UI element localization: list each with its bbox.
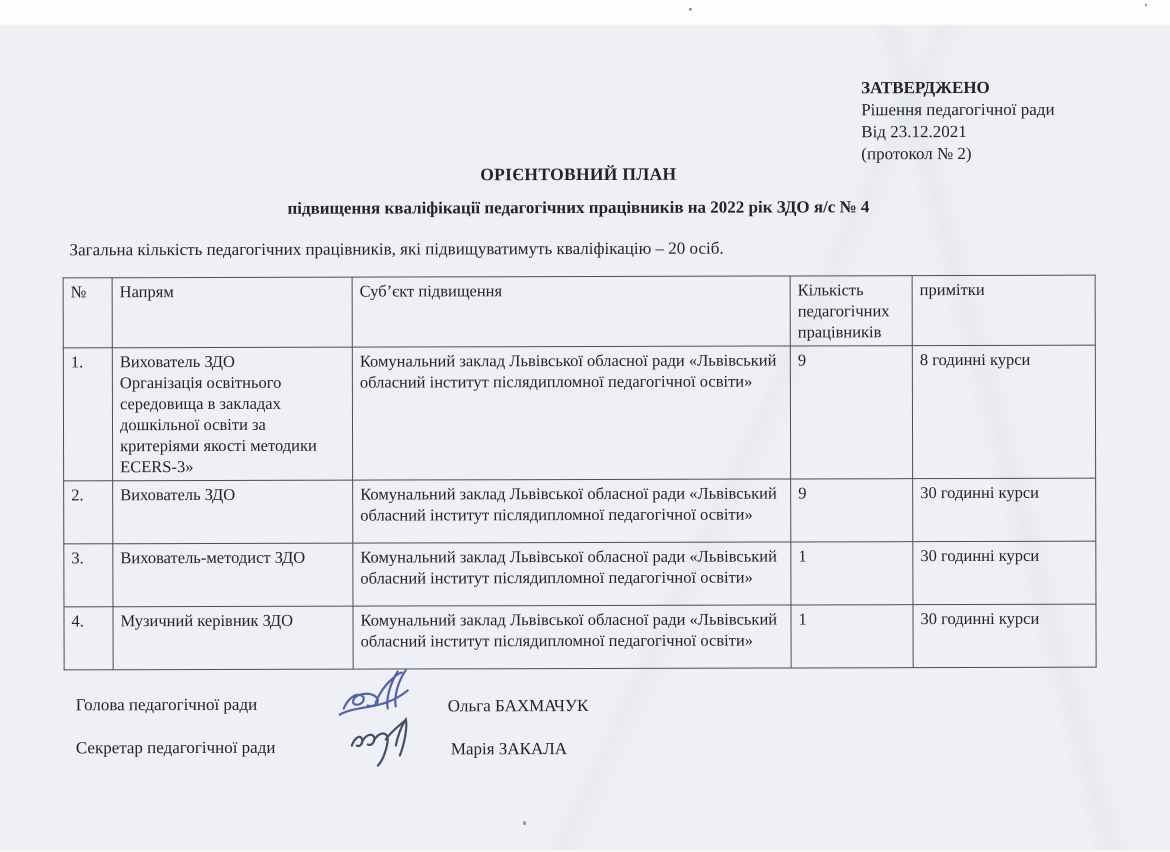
row-number: 1. xyxy=(63,348,112,481)
row-direction: Музичний керівник ЗДО xyxy=(113,606,353,670)
header-notes: примітки xyxy=(912,275,1095,345)
row-direction: Вихователь-методист ЗДО xyxy=(113,543,353,607)
signatory-role: Секретар педагогічної ради xyxy=(75,737,276,758)
table-row xyxy=(64,478,1096,544)
row-notes: 30 годинні курси xyxy=(913,541,1096,604)
row-count: 1 xyxy=(791,605,913,668)
row-subject: Комунальний заклад Львівської обласної ради «Львівський обласний інститут післядипломної педагогічної освіти» xyxy=(352,346,790,480)
row-number: 2. xyxy=(64,481,113,544)
signatory-role: Голова педагогічної ради xyxy=(75,694,258,715)
table-row xyxy=(64,604,1096,670)
row-notes: 8 годинні курси xyxy=(912,345,1095,478)
header-direction: Напрям xyxy=(112,277,352,348)
approval-block xyxy=(861,77,1055,166)
row-count: 9 xyxy=(791,479,913,542)
scan-speck xyxy=(523,821,526,825)
intro-paragraph: Загальна кількість педагогічних працівників, які підвищуватимуть кваліфікацію – 20 осіб. xyxy=(69,238,724,260)
table-header-row xyxy=(63,275,1095,348)
approval-protocol-line: (протокол № 2) xyxy=(861,143,972,164)
scan-speck xyxy=(689,8,692,11)
handwritten-signature-secretary xyxy=(346,715,426,770)
qualification-plan-table xyxy=(63,275,1097,671)
row-count: 9 xyxy=(790,346,912,479)
row-subject: Комунальний заклад Львівської обласної ради «Львівський обласний інститут післядипломної педагогічної освіти» xyxy=(353,479,791,543)
scan-speck xyxy=(1145,4,1147,7)
header-number: № xyxy=(63,278,112,348)
row-subject: Комунальний заклад Львівської обласної ради «Львівський обласний інститут післядипломної педагогічної освіти» xyxy=(353,605,791,669)
row-count: 1 xyxy=(791,542,913,605)
table-row xyxy=(63,345,1095,481)
approval-decision-line: Рішення педагогічної ради xyxy=(861,99,1055,120)
document-subtitle: підвищення кваліфікації педагогічних працівників на 2022 рік ЗДО я/с № 4 xyxy=(287,197,870,218)
row-direction: Вихователь ЗДО Організація освітнього середовища в закладах дошкільної освіти за критеріями якості методики ECERS-3» xyxy=(112,347,352,481)
approval-stamp-label: ЗАТВЕРДЖЕНО xyxy=(861,77,990,98)
header-subject: Суб’єкт підвищення xyxy=(352,276,790,347)
row-number: 4. xyxy=(64,607,113,670)
row-subject: Комунальний заклад Львівської обласної ради «Львівський обласний інститут післядипломної педагогічної освіти» xyxy=(353,542,791,606)
header-count: Кількість педагогічних працівників xyxy=(790,276,912,346)
approval-date-line: Від 23.12.2021 xyxy=(861,121,967,142)
row-direction: Вихователь ЗДО xyxy=(113,480,353,544)
row-notes: 30 годинні курси xyxy=(913,604,1096,667)
signatory-name: Ольга БАХМАЧУК xyxy=(447,695,589,716)
row-notes: 30 годинні курси xyxy=(913,478,1096,541)
row-number: 3. xyxy=(64,544,113,607)
signatory-name: Марія ЗАКАЛА xyxy=(450,739,568,759)
table-row xyxy=(64,541,1096,607)
document-title: ОРІЄНТОВНИЙ ПЛАН xyxy=(480,163,677,185)
